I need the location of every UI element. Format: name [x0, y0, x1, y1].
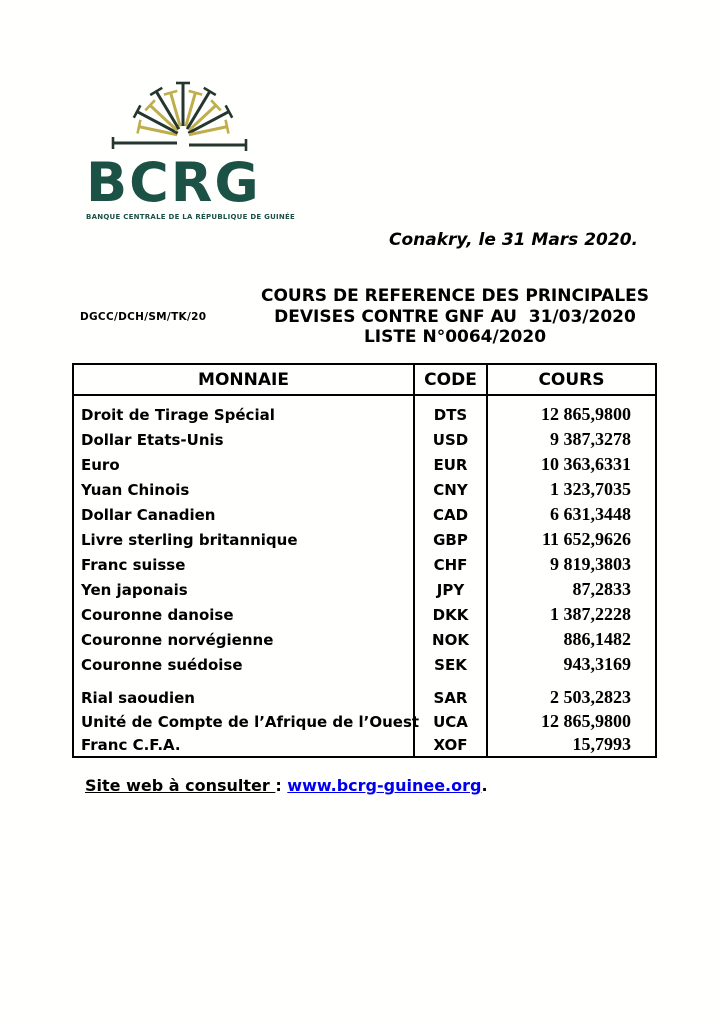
exchange-rate-cell: 15,7993	[487, 733, 656, 757]
currency-code-cell: CAD	[414, 502, 487, 527]
column-header-monnaie: MONNAIE	[73, 364, 414, 395]
table-row	[73, 577, 656, 602]
table-header-row	[73, 364, 656, 395]
currency-name-cell: Dollar Etats-Unis	[81, 430, 224, 449]
exchange-rate-cell: 2 503,2823	[487, 677, 656, 710]
table-row	[73, 452, 656, 477]
exchange-rate-cell: 9 387,3278	[487, 427, 656, 452]
table-row	[73, 710, 656, 733]
currency-code-cell: SAR	[414, 677, 487, 710]
currency-name-cell: Livre sterling britannique	[81, 530, 298, 549]
table-row	[73, 477, 656, 502]
currency-code-cell: NOK	[414, 627, 487, 652]
document-title	[253, 286, 657, 348]
currency-name-cell: Couronne suédoise	[81, 655, 243, 674]
currency-code-cell: DKK	[414, 602, 487, 627]
exchange-rate-cell: 10 363,6331	[487, 452, 656, 477]
currency-code-cell: DTS	[414, 395, 487, 427]
exchange-rate-cell: 6 631,3448	[487, 502, 656, 527]
table-row	[73, 395, 656, 427]
currency-code-cell: XOF	[414, 733, 487, 757]
exchange-rate-cell: 87,2833	[487, 577, 656, 602]
currency-name-cell: Droit de Tirage Spécial	[81, 405, 275, 424]
date-line: Conakry, le 31 Mars 2020.	[389, 230, 638, 250]
table-row	[73, 677, 656, 710]
table-row	[73, 552, 656, 577]
exchange-rate-cell: 886,1482	[487, 627, 656, 652]
table-row	[73, 427, 656, 452]
currency-code-cell: CHF	[414, 552, 487, 577]
footer	[85, 776, 488, 795]
table-row	[73, 502, 656, 527]
currency-name-cell: Yuan Chinois	[81, 480, 190, 499]
currency-code-cell: SEK	[414, 652, 487, 677]
exchange-rate-cell: 1 387,2228	[487, 602, 656, 627]
currency-name-cell: Yen japonais	[81, 580, 188, 599]
exchange-rates-table	[72, 363, 657, 758]
currency-name-cell: Dollar Canadien	[81, 505, 216, 524]
table-row	[73, 602, 656, 627]
footer-colon: :	[275, 776, 288, 795]
bcrg-logo	[86, 64, 296, 221]
currency-name-cell: Franc C.F.A.	[81, 735, 181, 754]
currency-name-cell: Rial saoudien	[81, 688, 195, 707]
column-header-code: CODE	[414, 364, 487, 395]
exchange-rate-cell: 9 819,3803	[487, 552, 656, 577]
title-line-2: DEVISES CONTRE GNF AU 31/03/2020	[274, 306, 636, 327]
bcrg-logo-tagline: BANQUE CENTRALE DE LA RÉPUBLIQUE DE GUINÉE	[86, 213, 296, 221]
website-link[interactable]: www.bcrg-guinee.org	[287, 776, 482, 795]
footer-period: .	[481, 776, 488, 795]
currency-code-cell: JPY	[414, 577, 487, 602]
bcrg-logo-acronym: BCRG	[86, 151, 261, 214]
title-line-1: COURS DE REFERENCE DES PRINCIPALES	[260, 286, 650, 306]
currency-code-cell: EUR	[414, 452, 487, 477]
reference-code: DGCC/DCH/SM/TK/20	[80, 311, 207, 323]
currency-code-cell: GBP	[414, 527, 487, 552]
table-row	[73, 733, 656, 757]
table-row	[73, 627, 656, 652]
currency-name-cell: Franc suisse	[81, 555, 186, 574]
exchange-rate-cell: 12 865,9800	[487, 710, 656, 733]
column-header-cours: COURS	[487, 364, 656, 395]
exchange-rate-cell: 1 323,7035	[487, 477, 656, 502]
currency-name-cell: Couronne norvégienne	[81, 630, 274, 649]
exchange-rate-cell: 12 865,9800	[487, 395, 656, 427]
currency-code-cell: USD	[414, 427, 487, 452]
title-line-3: LISTE N°0064/2020	[363, 327, 547, 347]
table-row	[73, 527, 656, 552]
currency-code-cell: CNY	[414, 477, 487, 502]
exchange-rate-cell: 11 652,9626	[487, 527, 656, 552]
bcrg-logo-fan-icon	[98, 64, 268, 164]
exchange-rate-cell: 943,3169	[487, 652, 656, 677]
currency-name-cell: Couronne danoise	[81, 605, 234, 624]
site-label: Site web à consulter	[85, 776, 276, 795]
table-row	[73, 652, 656, 677]
currency-name-cell: Unité de Compte de l’Afrique de l’Ouest	[81, 712, 420, 731]
currency-name-cell: Euro	[81, 455, 120, 474]
currency-code-cell: UCA	[414, 710, 487, 733]
